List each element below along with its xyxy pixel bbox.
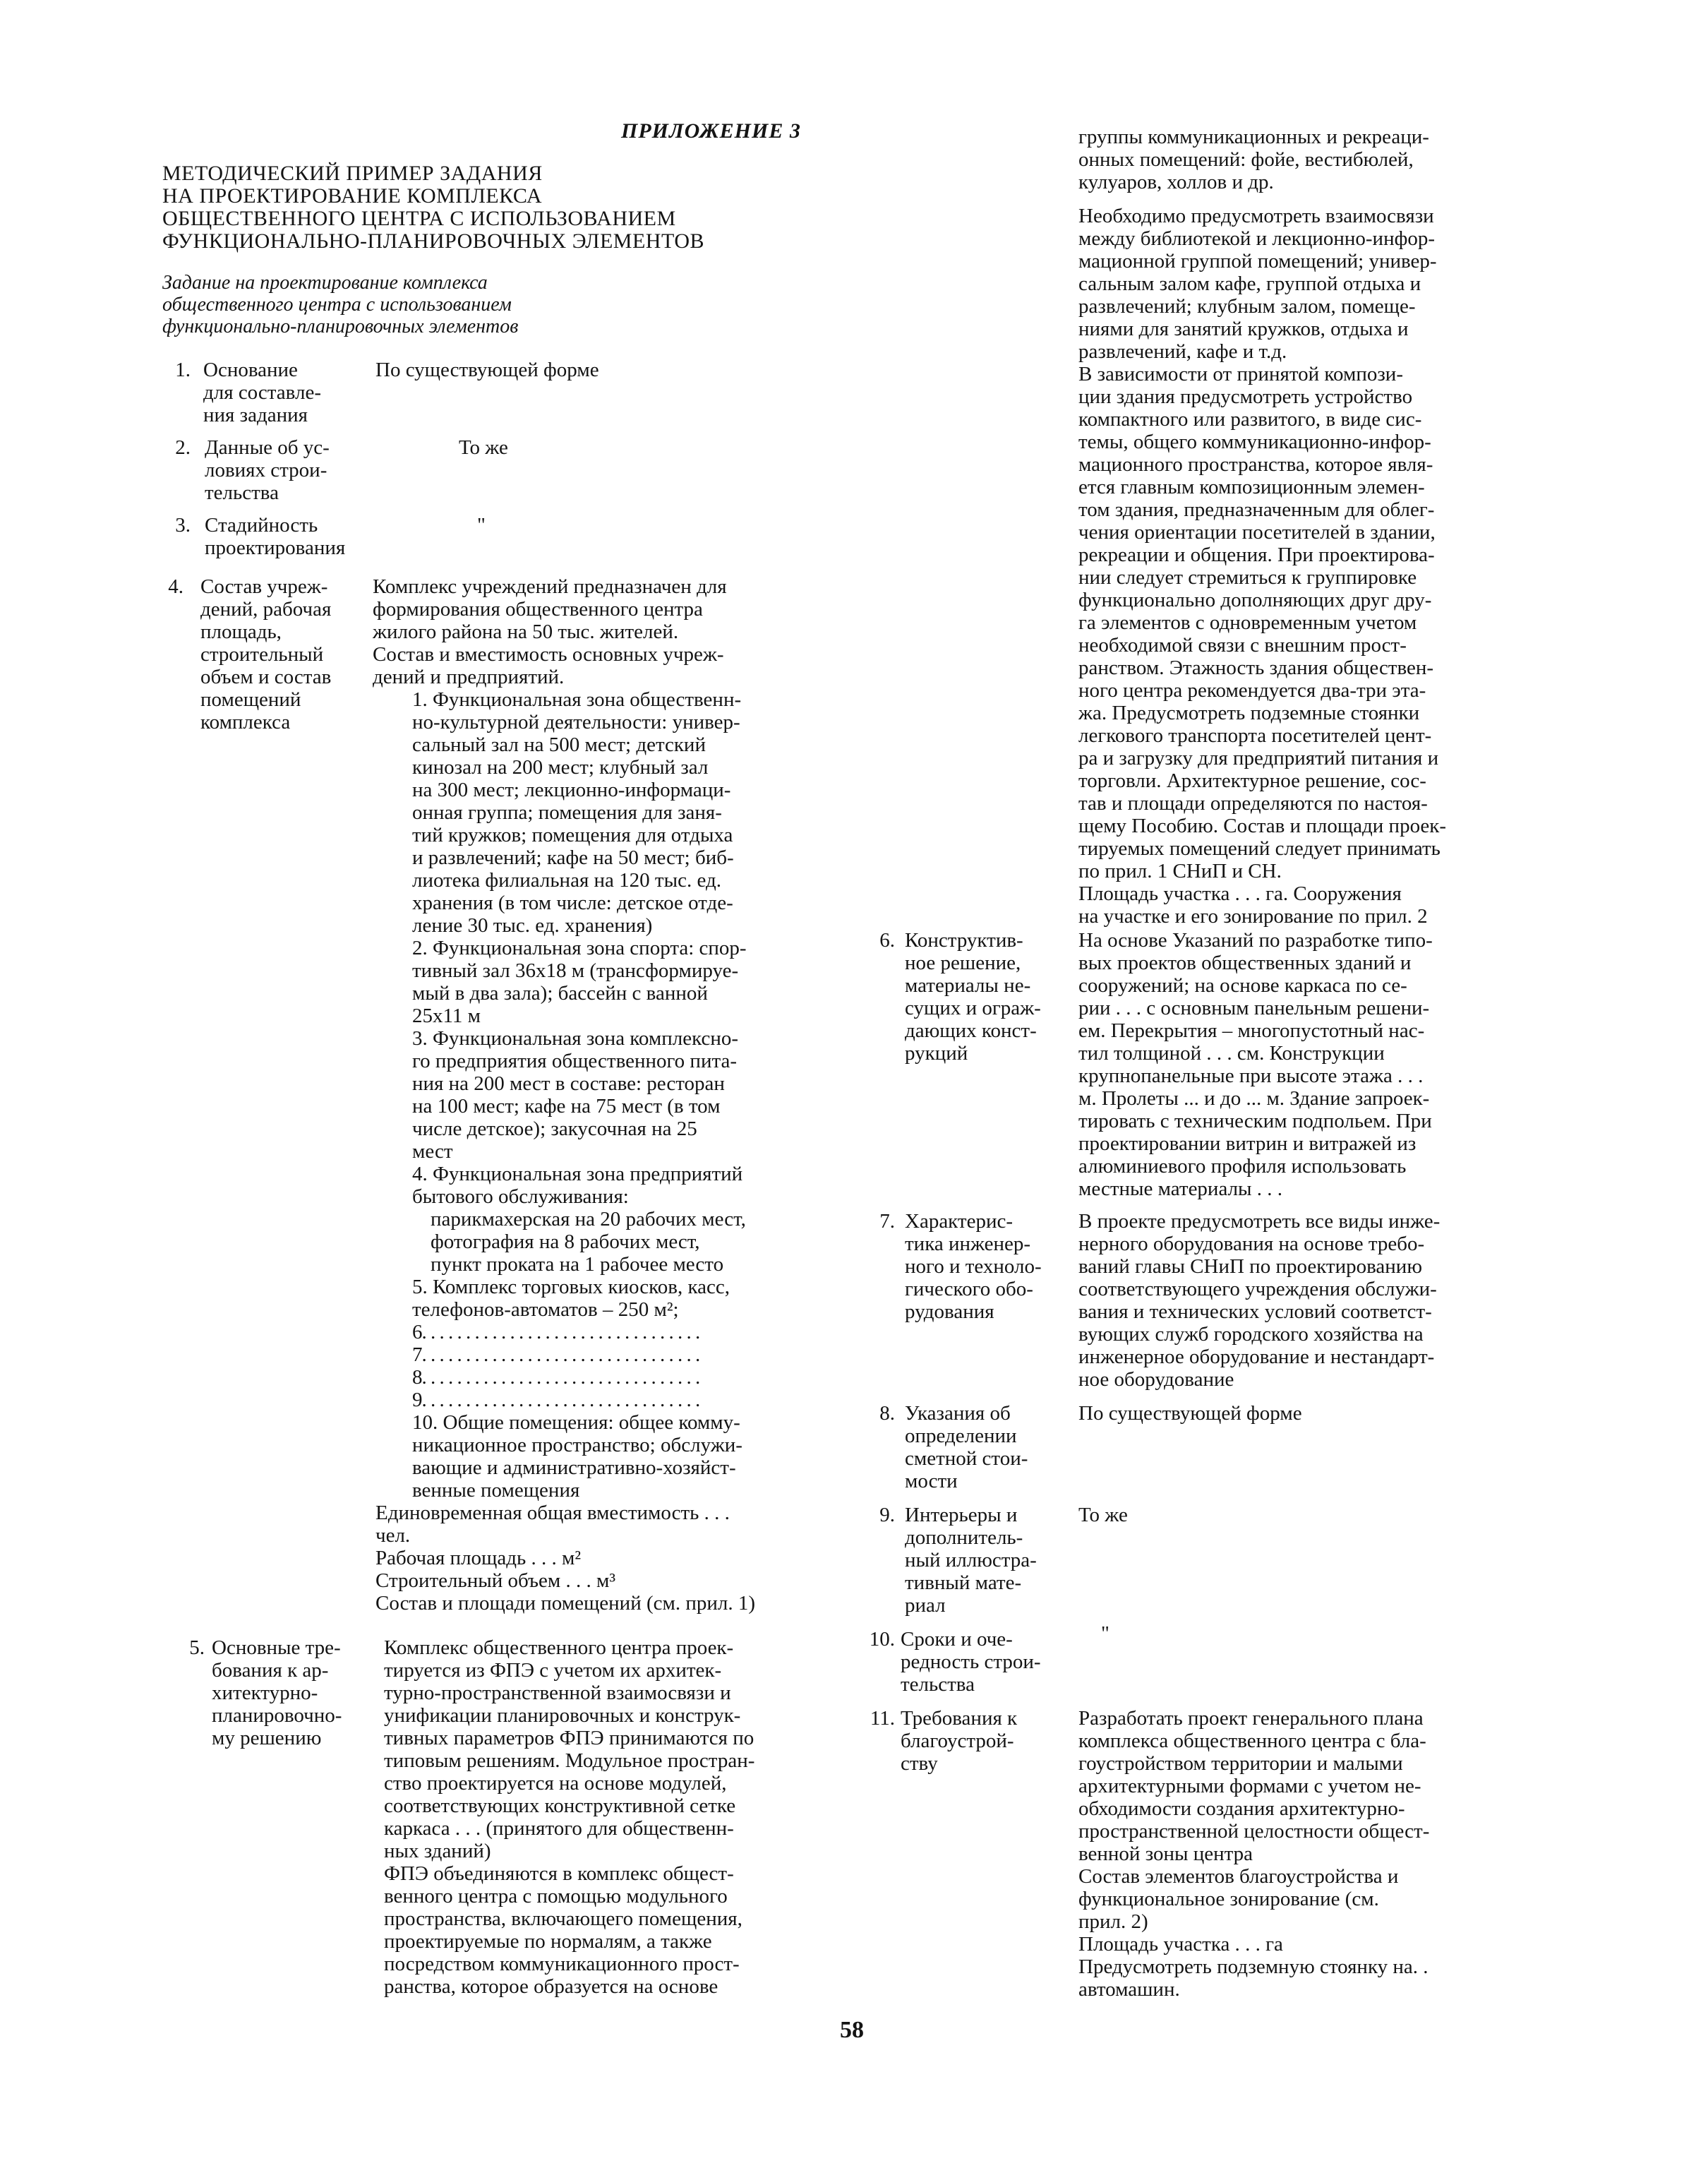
page-number: 58 — [840, 2017, 864, 2043]
item-8-text: По существующей форме — [1078, 1402, 1302, 1425]
page-title: МЕТОДИЧЕСКИЙ ПРИМЕР ЗАДАНИЯ НА ПРОЕКТИРОВАНИЕ КОМПЛЕКСА ОБЩЕСТВЕННОГО ЦЕНТРА С ИСПОЛЬЗОВАНИЕМ ФУНКЦИОНАЛЬНО-ПЛАНИРОВОЧНЫХ ЭЛЕМЕНТОВ — [162, 162, 705, 253]
item-6-text: На основе Указаний по разработке типо- вых проектов общественных зданий и сооружений; на основе каркаса по се- рии . . . с основным панельным решени- ем. Перекрытия – многопустотный нас- тил толщиной . . . см. Конструкции крупнопанельные при высоте этажа . . . м. Пролеты ... и до ... м. Здание запроек- тировать с техническим подпольем. При проектировании витрин и витражей из алюминиевого профиля использовать местные материалы . . . — [1078, 929, 1433, 1200]
appendix-label: ПРИЛОЖЕНИЕ 3 — [621, 119, 801, 143]
item-4-label: Состав учреж- дений, рабочая площадь, строительный объем и состав помещений комплекса — [200, 575, 332, 733]
item-5-text: Комплекс общественного центра проек- тируется из ФПЭ с учетом их архитек- турно-пространственной взаимосвязи и унификации планировочных и конструк- тивных параметров ФПЭ принимаются по типовым решениям. Модульное простран- ство проектируется на основе модулей, соответствующих конструктивной сетке каркаса . . . (принятого для общественн- ных зданий) ФПЭ объединяются в комплекс общест- венного центра с помощью модульного пространства, включающего помещения, проектируемые по нормалям, а также посредством коммуникационного прост- ранства, которое образуется на основе — [384, 1636, 755, 1998]
paragraph-composition: В зависимости от принятой компози- ции здания предусмотреть устройство компактного или развитого, в виде сис- темы, общего коммуникационно-инфор- мационного пространства, которое явля- ется главным композиционным элемен- том здания, предназначенным для облег- чения ориентации посетителей в здании, рекреации и общения. При проектирова- нии следует стремиться к группировке функционально дополняющих друг дру- га элементов с одновременным учетом необходимой связи с внешним прост- ранством. Этажность здания обществен- ного центра рекомендуется два-три эта- жа. Предусмотреть подземные стоянки легкового транспорта посетителей цент- ра и загрузку для предприятий питания и торговли. Архитектурное решение, сос- тав и площади определяются по настоя- щему Пособию. Состав и площади проек- тируемых помещений следует принимать по прил. 1 СНиП и СН. — [1078, 363, 1447, 882]
item-7-number: 7. — [879, 1210, 895, 1233]
item-6-number: 6. — [879, 929, 895, 952]
item-6-label: Конструктив- ное решение, материалы не- сущих и ограж- дающих конст- рукций — [905, 929, 1041, 1065]
item-8-label: Указания об определении сметной стои- мости — [905, 1402, 1028, 1492]
item-4-zones-blank: 6. . . . . . . . . . . . . . . . . . . . . . . . . . . . . . . . 7. . . . . . . . . . . . . . . . . . . . . . . . . . . . . . . . 8. . . . . . . . . . . . . . . . . . . . . . . . . . . . . . . . 9. . . . . . . . . . . . . . . . . . . . . . . . . . . . . . . . — [412, 1321, 700, 1411]
item-1-number: 1. — [175, 359, 191, 381]
item-2-text: То же — [459, 436, 508, 459]
item-9-label: Интерьеры и дополнитель- ный иллюстра- тивный мате- риал — [905, 1504, 1037, 1617]
item-9-text: То же — [1078, 1504, 1128, 1526]
item-4-zone5: 5. Комплекс торговых киосков, касс, телефонов-автоматов – 250 м²; — [412, 1276, 730, 1321]
item-11-label: Требования к благоустрой- ству — [901, 1707, 1018, 1775]
item-1-text: По существующей форме — [375, 359, 599, 381]
item-4-number: 4. — [168, 575, 184, 598]
subtitle: Задание на проектирование комплекса общественного центра с использованием функционально-планировочных элементов — [162, 272, 519, 337]
item-7-text: В проекте предусмотреть все виды инже- нерного оборудования на основе требо- ваний главы СНиП по проектированию соответствующего учреждения обслужи- вания и технических условий соответст- вующих служб городского хозяйства на инженерное оборудование и нестандарт- ное оборудование — [1078, 1210, 1441, 1391]
item-5-number: 5. — [189, 1636, 205, 1659]
item-3-label: Стадийность проектирования — [205, 514, 346, 559]
item-11-text: Разработать проект генерального плана комплекса общественного центра с бла- гоустройством территории и малыми архитектурными формами с учетом не- обходимости создания архитектурно- пространственной целостности общест- венной зоны центра Состав элементов благоустройства и функциональное зонирование (см. прил. 2) Площадь участка . . . га Предусмотреть подземную стоянку на. . автомашин. — [1078, 1707, 1430, 2001]
paragraph-interconnections: Необходимо предусмотреть взаимосвязи между библиотекой и лекционно-инфор- мационной группой помещений; универ- сальным залом кафе, группой отдыха и развлечений; клубным залом, помеще- ниями для занятий кружков, отдыха и развлечений, кафе и т.д. — [1078, 205, 1437, 363]
item-11-number: 11. — [870, 1707, 895, 1730]
item-5-label: Основные тре- бования к ар- хитектурно- планировочно- му решению — [212, 1636, 342, 1749]
item-10-number: 10. — [869, 1628, 895, 1651]
item-8-number: 8. — [879, 1402, 895, 1425]
item-10-label: Сроки и оче- редность строи- тельства — [901, 1628, 1041, 1696]
item-1-label: Основание для составле- ния задания — [203, 359, 321, 426]
item-4-zone10: 10. Общие помещения: общее комму- никационное пространство; обслужи- вающие и административно-хозяйст- венные помещения — [412, 1411, 742, 1502]
item-4-zones: 1. Функциональная зона общественн- но-культурной деятельности: универ- сальный зал на 500 мест; детский кинозал на 200 мест; клубный зал на 300 мест; лекционно-информаци- онная группа; помещения для заня- тий кружков; помещения для отдыха и развлечений; кафе на 50 мест; биб- лиотека филиальная на 120 тыс. ед. хранения (в том числе: детское отде- ление 30 тыс. ед. хранения) 2. Функциональная зона спорта: спор- тивный зал 36x18 м (трансформируе- мый в два зала); бассейн с ванной 25x11 м 3. Функциональная зона комплексно- го предприятия общественного пита- ния на 200 мест в составе: ресторан на 100 мест; кафе на 75 мест (в том числе детское); закусочная на 25 мест 4. Функциональная зона предприятий бытового обслуживания: — [412, 688, 747, 1208]
item-2-number: 2. — [175, 436, 191, 459]
item-4-totals: Единовременная общая вместимость . . . чел. Рабочая площадь . . . м² Строительный объем . . . м³ Состав и площади помещений (см. прил. 1) — [375, 1502, 756, 1615]
continuation-text: группы коммуникационных и рекреаци- онных помещений: фойе, вестибюлей, кулуаров, холлов и др. — [1078, 126, 1429, 193]
item-9-number: 9. — [879, 1504, 895, 1526]
item-7-label: Характерис- тика инженер- ного и техноло- гического обо- рудования — [905, 1210, 1042, 1323]
item-4-services: парикмахерская на 20 рабочих мест, фотография на 8 рабочих мест, пункт проката на 1 рабочее место — [431, 1208, 746, 1276]
paragraph-site-area: Площадь участка . . . га. Сооружения на участке и его зонирование по прил. 2 — [1078, 882, 1428, 928]
item-3-number: 3. — [175, 514, 191, 537]
item-2-label: Данные об ус- ловиях строи- тельства — [205, 436, 330, 504]
item-3-text: " — [477, 514, 486, 537]
item-10-text: " — [1101, 1622, 1109, 1645]
item-4-intro: Комплекс учреждений предназначен для формирования общественного центра жилого района на 50 тыс. жителей. Состав и вместимость основных учреж- дений и предприятий. — [373, 575, 727, 688]
